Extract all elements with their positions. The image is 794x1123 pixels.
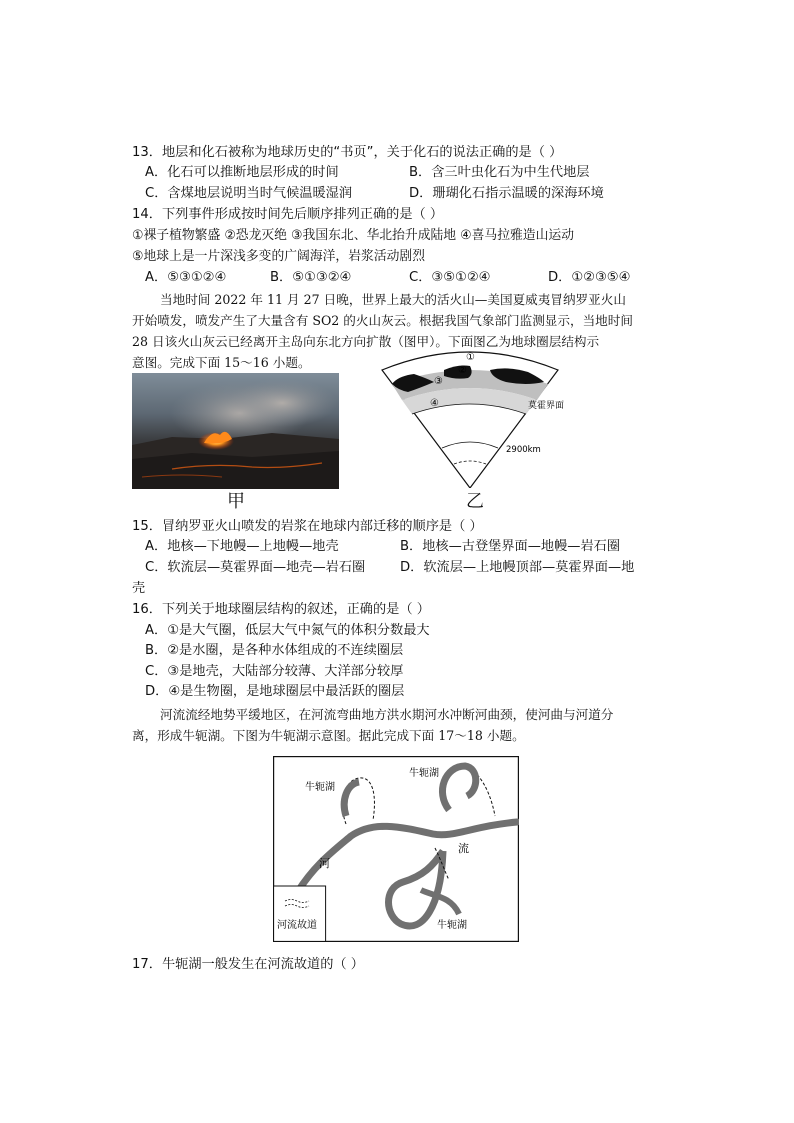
- q16-option-c: C．③是地壳，大陆部分较薄、大洋部分较厚: [145, 664, 404, 679]
- q15-option-a: A．地核—下地幔—上地幔—地壳: [145, 539, 339, 554]
- layer-label-2: ②: [458, 365, 467, 376]
- passage-oxbow: [132, 704, 672, 746]
- oxbow-lake-diagram: [273, 756, 519, 942]
- q14-option-a: A．⑤③①②④: [145, 270, 227, 285]
- q13-option-c: C．含煤地层说明当时气候温暖湿润: [145, 186, 353, 201]
- q14-events-line2: ⑤地球上是一片深浅多变的广阔海洋，岩浆活动剧烈: [132, 249, 426, 264]
- q15-option-c: C．软流层—莫霍界面—地壳—岩石圈: [145, 560, 366, 575]
- q13-stem: 13．地层和化石被称为地球历史的“书页”，关于化石的说法正确的是（ ）: [132, 145, 563, 160]
- q15-stem: 15．冒纳罗亚火山喷发的岩浆在地球内部迁移的顺序是（ ）: [132, 519, 483, 534]
- q13-option-b: B．含三叶虫化石为中生代地层: [409, 165, 590, 180]
- layer-label-4: ④: [430, 398, 439, 409]
- q14-option-d: D．①②③⑤④: [548, 270, 631, 285]
- passage-oxbow-line1: 河流流经地势平缓地区，在河流弯曲地方洪水期河水冲断河曲颈，使河曲与河道分: [160, 707, 614, 722]
- passage-volcano-line2: 开始喷发，喷发产生了大量含有 SO2 的火山灰云。根据我国气象部门监测显示，当地时间: [132, 313, 633, 328]
- q16-option-a: A．①是大气圈，低层大气中氮气的体积分数最大: [145, 623, 430, 638]
- passage-volcano-line1: 当地时间 2022 年 11 月 27 日晚，世界上最大的活火山—美国夏威夷冒纳罗亚火山: [160, 292, 626, 307]
- legend-label: 河流故道: [277, 920, 317, 931]
- lake-label-top-left: 牛轭湖: [305, 782, 335, 793]
- volcano-eruption-photo: [132, 373, 339, 489]
- q15-option-b: B．地核—古登堡界面—地幔—岩石圈: [400, 539, 621, 554]
- moho-label: 莫霍界面: [528, 401, 565, 411]
- q16-option-b: B．②是水圈，是各种水体组成的不连续圈层: [145, 643, 404, 658]
- river-label-liu: 流: [458, 842, 469, 855]
- passage-volcano-line4: 意图。完成下面 15～16 小题。: [132, 355, 311, 370]
- earth-layers-diagram: [378, 348, 568, 488]
- q16-stem: 16．下列关于地球圈层结构的叙述，正确的是（ ）: [132, 602, 430, 617]
- legend-box: [274, 886, 326, 941]
- q13-option-a: A．化石可以推断地层形成的时间: [145, 165, 339, 180]
- passage-volcano-line3: 28 日该火山灰云已经离开主岛向东北方向扩散（图甲）。下面图乙为地球圈层结构示: [132, 334, 600, 349]
- figure-jia-caption: 甲: [227, 491, 245, 512]
- volcano-photo-drawing: [132, 373, 339, 489]
- q14-events-line1: ①裸子植物繁盛 ②恐龙灭绝 ③我国东北、华北抬升成陆地 ④喜马拉雅造山运动: [132, 228, 574, 243]
- lake-label-top-right: 牛轭湖: [409, 768, 439, 779]
- q15-option-d-continued: 壳: [132, 581, 146, 596]
- q15-option-d: D．软流层—上地幔顶部—莫霍界面—地: [400, 560, 635, 575]
- layer-label-1: ①: [466, 352, 475, 363]
- q14-option-b: B．⑤①③②④: [270, 270, 352, 285]
- q13-option-d: D．珊瑚化石指示温暖的深海环境: [409, 186, 604, 201]
- depth-label: 2900km: [506, 445, 541, 455]
- figure-yi-caption: 乙: [466, 491, 484, 512]
- passage-oxbow-line2: 离，形成牛轭湖。下图为牛轭湖示意图。据此完成下面 17～18 小题。: [132, 728, 525, 743]
- q17-stem: 17．牛轭湖一般发生在河流故道的（ ）: [132, 957, 364, 972]
- river-label-he: 河: [319, 857, 330, 870]
- layer-label-3: ③: [434, 376, 443, 387]
- q16-option-d: D．④是生物圈，是地球圈层中最活跃的圈层: [145, 684, 405, 699]
- q14-stem: 14．下列事件形成按时间先后顺序排列正确的是（ ）: [132, 207, 444, 222]
- q14-option-c: C．③⑤①②④: [409, 270, 491, 285]
- lake-label-bottom: 牛轭湖: [437, 920, 467, 931]
